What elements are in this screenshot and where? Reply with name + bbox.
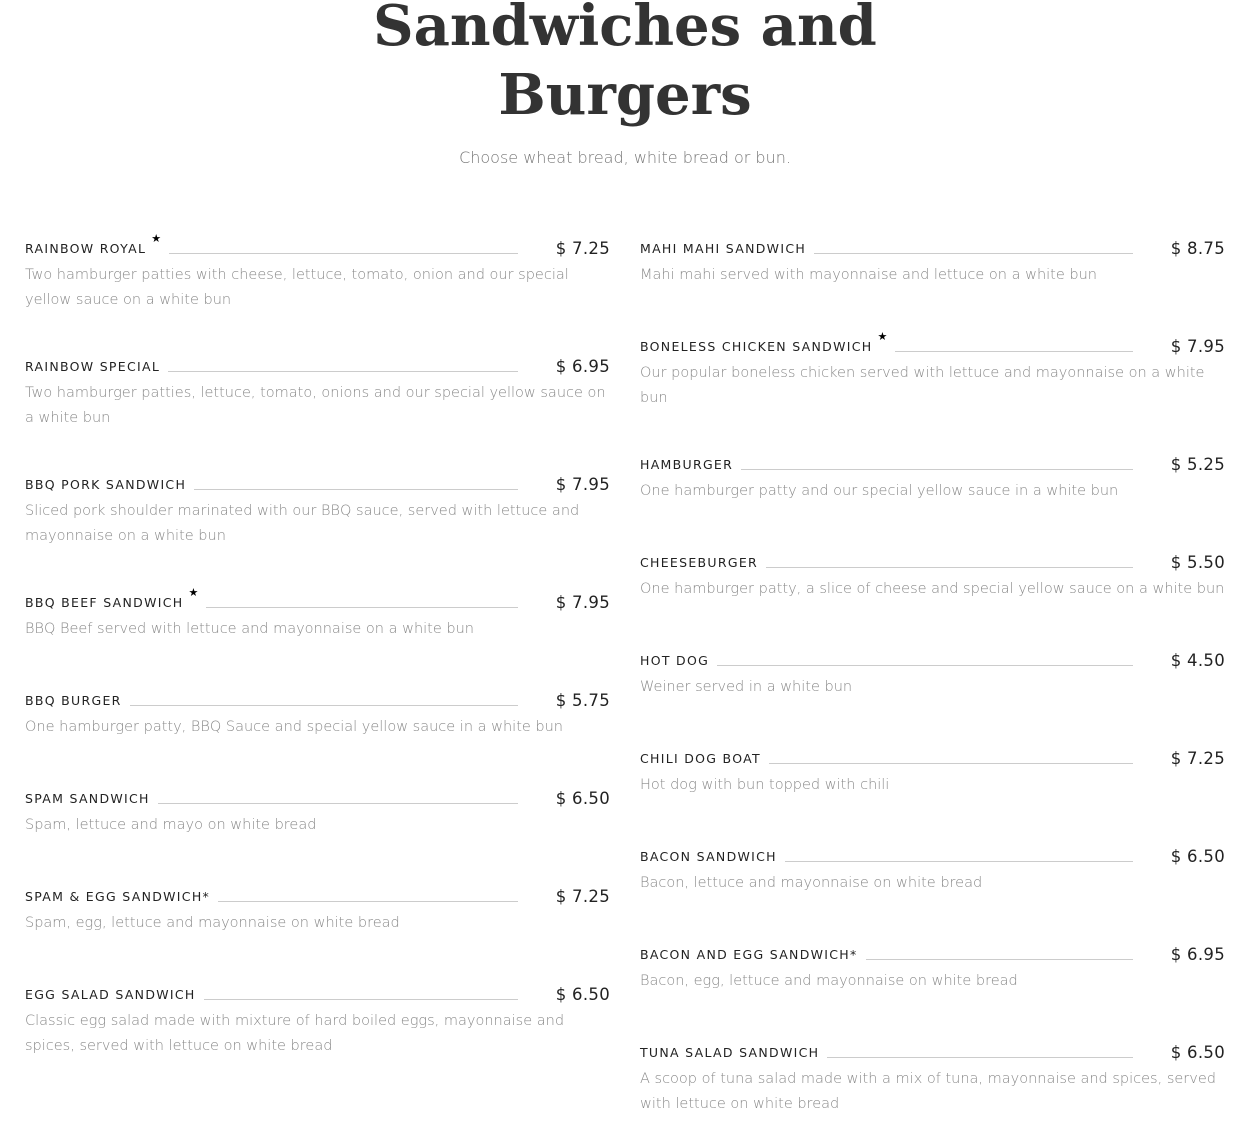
menu-item (25, 684, 610, 740)
menu-column-left (25, 232, 610, 1059)
menu-item-header (640, 840, 1225, 866)
menu-item-price: $ 7.25 (555, 239, 610, 258)
menu-item-price: $ 6.95 (1170, 945, 1225, 964)
menu-item-price: $ 4.50 (1170, 651, 1225, 670)
page-title-line-1: Sandwiches and (373, 0, 877, 59)
menu-item (640, 644, 1225, 700)
dotted-leader-line (717, 664, 1133, 666)
dotted-leader-line (194, 488, 518, 490)
menu-item-price: $ 6.50 (1170, 1043, 1225, 1062)
menu-item-price: $ 5.50 (1170, 553, 1225, 572)
menu-item-description: One hamburger patty, BBQ Sauce and special yellow sauce in a white bun (25, 719, 564, 735)
dotted-leader-line (895, 350, 1132, 352)
menu-item-description: One hamburger patty, a slice of cheese and special yellow sauce on a white bun (640, 581, 1225, 597)
star-icon: ★ (151, 232, 162, 245)
menu-item (640, 546, 1225, 602)
menu-item (640, 840, 1225, 896)
dotted-leader-line (130, 704, 518, 706)
menu-item-price: $ 7.95 (555, 593, 610, 612)
menu-item-price: $ 6.50 (555, 789, 610, 808)
menu-item-price: $ 7.95 (555, 475, 610, 494)
menu-item-description: Sliced pork shoulder marinated with our BBQ sauce, served with lettuce and mayonnaise on a white bun (25, 503, 580, 544)
menu-item-description: A scoop of tuna salad made with a mix of tuna, mayonnaise and spices, served with lettuce on white bread (640, 1071, 1216, 1112)
dotted-leader-line (206, 606, 517, 608)
menu-item (25, 880, 610, 936)
menu-column-right (640, 232, 1225, 1117)
menu-item-name: HAMBURGER (640, 457, 734, 472)
menu-item-name: BACON SANDWICH (640, 849, 777, 864)
dotted-leader-line (827, 1056, 1132, 1058)
menu-item-header (25, 232, 610, 258)
menu-item-header (25, 978, 610, 1004)
menu-item-description: Bacon, egg, lettuce and mayonnaise on white bread (640, 973, 1018, 989)
menu-item-name: BBQ BURGER (25, 693, 122, 708)
menu-item-name: EGG SALAD SANDWICH (25, 987, 196, 1002)
page-subtitle: Choose wheat bread, white bread or bun. (459, 148, 791, 167)
menu-item-name: CHILI DOG BOAT (640, 751, 761, 766)
star-icon: ★ (188, 586, 199, 599)
menu-item-price: $ 7.25 (555, 887, 610, 906)
menu-item-header (640, 1036, 1225, 1062)
menu-item-name: RAINBOW ROYAL (25, 241, 147, 256)
menu-item-header (25, 684, 610, 710)
dotted-leader-line (769, 762, 1133, 764)
menu-item-price: $ 6.50 (555, 985, 610, 1004)
menu-item-description: BBQ Beef served with lettuce and mayonnaise on a white bun (25, 621, 474, 637)
dotted-leader-line (169, 252, 518, 254)
menu-item-price: $ 7.25 (1170, 749, 1225, 768)
menu-item-name: SPAM SANDWICH (25, 791, 150, 806)
menu-item (640, 938, 1225, 994)
menu-item-description: Classic egg salad made with mixture of hard boiled eggs, mayonnaise and spices, served with lettuce on white bread (25, 1013, 565, 1054)
dotted-leader-line (766, 566, 1133, 568)
menu-item-description: Mahi mahi served with mayonnaise and lettuce on a white bun (640, 267, 1097, 283)
dotted-leader-line (158, 802, 518, 804)
menu-item-description: Two hamburger patties with cheese, lettuce, tomato, onion and our special yellow sauce on a white bun (25, 267, 569, 308)
menu-item-header (640, 232, 1225, 258)
dotted-leader-line (785, 860, 1133, 862)
dotted-leader-line (168, 370, 518, 372)
page-title (0, 0, 1250, 130)
menu-item-description: Our popular boneless chicken served with lettuce and mayonnaise on a white bun (640, 365, 1205, 406)
menu-item (640, 330, 1225, 411)
menu-item-header (640, 938, 1225, 964)
menu-item-description: Bacon, lettuce and mayonnaise on white bread (640, 875, 983, 891)
dotted-leader-line (814, 252, 1133, 254)
menu-item (640, 448, 1225, 504)
menu-item-price: $ 8.75 (1170, 239, 1225, 258)
menu-item-name: BBQ BEEF SANDWICH (25, 595, 184, 610)
menu-item-header (25, 880, 610, 906)
menu-item (640, 232, 1225, 288)
dotted-leader-line (218, 900, 518, 902)
menu-item-name: TUNA SALAD SANDWICH (640, 1045, 820, 1060)
menu-item-name: CHEESEBURGER (640, 555, 759, 570)
menu-item (25, 782, 610, 838)
menu-item-name: BBQ PORK SANDWICH (25, 477, 187, 492)
menu-item-description: Weiner served in a white bun (640, 679, 853, 695)
menu-item-description: Spam, egg, lettuce and mayonnaise on white bread (25, 915, 400, 931)
menu-item (25, 586, 610, 642)
menu-item-name: RAINBOW SPECIAL (25, 359, 161, 374)
menu-item (640, 742, 1225, 798)
menu-item-price: $ 7.95 (1170, 337, 1225, 356)
menu-item-header (640, 644, 1225, 670)
menu-item (25, 350, 610, 431)
menu-item-description: One hamburger patty and our special yellow sauce in a white bun (640, 483, 1119, 499)
menu-item-header (640, 546, 1225, 572)
dotted-leader-line (204, 998, 518, 1000)
menu-item (640, 1036, 1225, 1117)
menu-item-name: BONELESS CHICKEN SANDWICH (640, 339, 873, 354)
menu-item-description: Hot dog with bun topped with chili (640, 777, 890, 793)
menu-item-name: SPAM & EGG SANDWICH* (25, 889, 211, 904)
menu-item-header (25, 586, 610, 612)
menu-item-price: $ 6.95 (555, 357, 610, 376)
star-icon: ★ (877, 330, 888, 343)
menu-item-header (640, 742, 1225, 768)
menu-item-name: BACON AND EGG SANDWICH* (640, 947, 858, 962)
dotted-leader-line (866, 958, 1133, 960)
menu-item-header (640, 330, 1225, 356)
page-title-line-2: Burgers (498, 62, 752, 128)
menu-item-header (25, 350, 610, 376)
menu-item-header (25, 468, 610, 494)
menu-item-header (25, 782, 610, 808)
menu-item (25, 468, 610, 549)
menu-item (25, 978, 610, 1059)
menu-item-name: MAHI MAHI SANDWICH (640, 241, 807, 256)
menu-item-price: $ 6.50 (1170, 847, 1225, 866)
menu-item-price: $ 5.75 (555, 691, 610, 710)
menu-item-header (640, 448, 1225, 474)
menu-item-description: Two hamburger patties, lettuce, tomato, onions and our special yellow sauce on a white bun (25, 385, 606, 426)
menu-item-description: Spam, lettuce and mayo on white bread (25, 817, 317, 833)
menu-item-name: HOT DOG (640, 653, 710, 668)
menu-item (25, 232, 610, 313)
dotted-leader-line (741, 468, 1133, 470)
menu-item-price: $ 5.25 (1170, 455, 1225, 474)
